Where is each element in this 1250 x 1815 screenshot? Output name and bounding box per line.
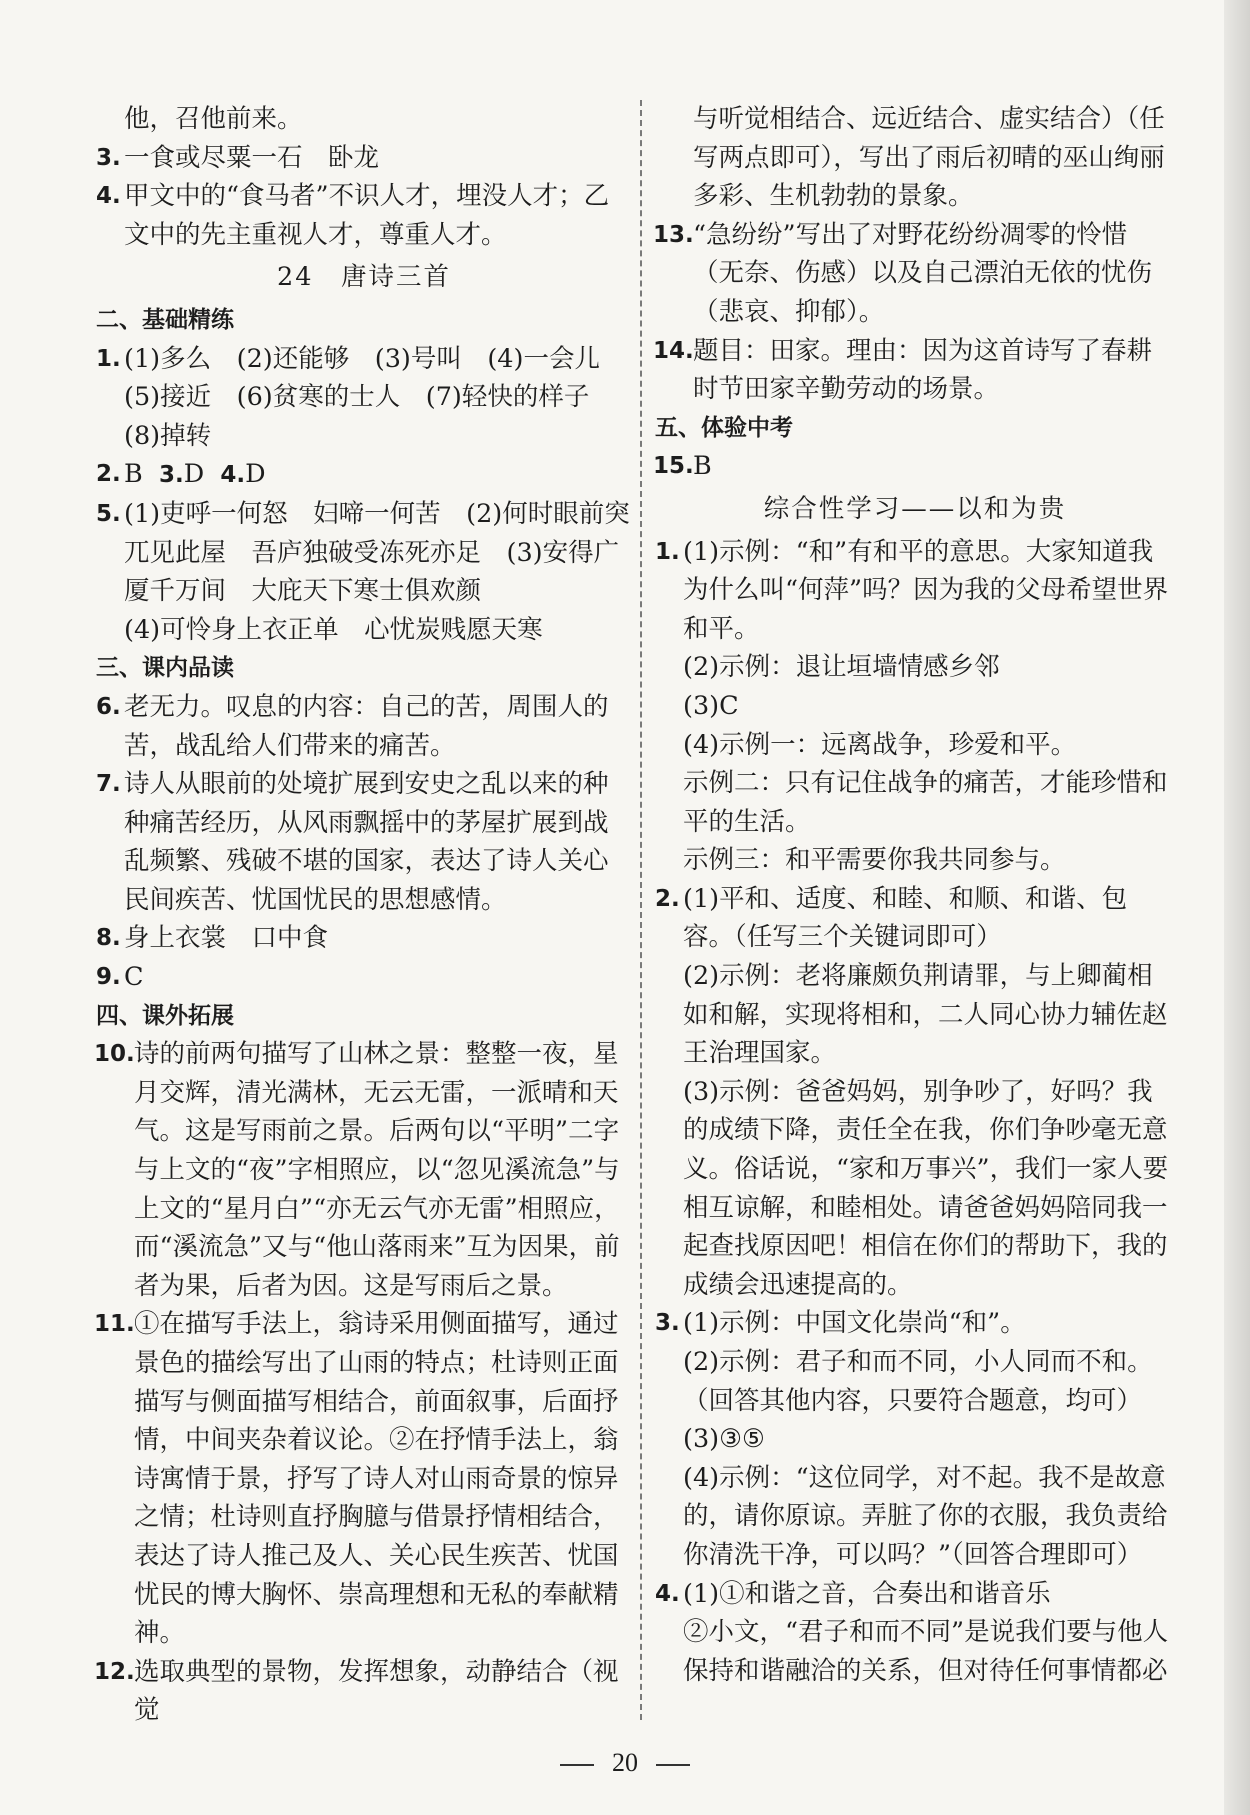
answer-item-13 [655, 216, 1175, 332]
item-number: 4. [96, 183, 121, 210]
item-text: ②小文，“君子和而不同”是说我们要与他人保持和谐融洽的关系，但对待任何事情都必 [683, 1617, 1169, 1686]
item-text: D [245, 459, 266, 490]
section-heading-exam: 五、体验中考 [655, 414, 793, 441]
item-number: 5. [96, 500, 121, 527]
item-number: 4. [220, 462, 246, 489]
answer-item-12 [96, 1653, 632, 1730]
item-text: 诗的前两句描写了山林之景：整整一夜，星月交辉，清光满林，无云无雷，一派晴和天气。这是写雨前之景。后两句以“平明”二字与上文的“夜”字相照应，以“忽见溪流急”与上文的“星月白”“亦无云气亦无雷”相照应，而“溪流急”又与“他山落雨来”互为因果，前者为果，后者为因。这是写雨后之景。 [134, 1039, 620, 1301]
item-number: 12. [94, 1658, 135, 1685]
item-line: (4)可怜身上衣正单 心忧炭贱愿天寒 [124, 614, 543, 645]
item-number: 3. [96, 144, 121, 171]
item-number: 6. [96, 693, 121, 720]
answer-item-8 [96, 919, 632, 958]
item-text: 老无力。叹息的内容：自己的苦，周围人的苦，战乱给人们带来的痛苦。 [124, 691, 609, 761]
item-text: (4)示例：“这位同学，对不起。我不是故意的，请你原谅。弄脏了你的衣服，我负责给你清洗干净，可以吗？”（回答合理即可） [683, 1462, 1168, 1570]
item-text: ①在描写手法上，翁诗采用侧面描写，通过景色的描绘写出了山雨的特点；杜诗则正面描写与侧面描写相结合，前面叙事，后面抒情，中间夹杂着议论。②在抒情手法上，翁诗寓情于景，抒写了诗人对山雨奇景的惊异之情；杜诗则直抒胸臆与借景抒情相结合，表达了诗人推己及人、关心民生疾苦、忧国忧民的博大胸怀、崇高理想和无私的奉献精神。 [134, 1309, 619, 1649]
page-number-dash [656, 1764, 690, 1766]
page-edge-shadow [1224, 0, 1250, 1815]
item-number: 13. [653, 221, 694, 248]
section-title: 综合性学习——以和为贵 [763, 493, 1067, 524]
item-text: 示例三：和平需要你我共同参与。 [683, 845, 1066, 876]
item-number: 2. [96, 461, 121, 488]
item-number: 8. [96, 925, 121, 952]
item-text: B [693, 451, 712, 482]
item-number: 15. [653, 453, 694, 480]
section-heading-basic: 二、基础精练 [96, 306, 234, 333]
item-text: (1)示例：中国文化崇尚“和”。 [683, 1308, 1026, 1339]
item-number: 14. [653, 337, 694, 364]
answer-item-4 [96, 177, 632, 254]
item-text: (4)示例一：远离战争，珍爱和平。 [683, 729, 1077, 760]
comprehensive-item-1 [655, 533, 1175, 880]
page-number [0, 1748, 1250, 1778]
page-number-text: 20 [612, 1748, 638, 1777]
item-text: (1)平和、适度、和睦、和顺、和谐、包容。（任写三个关键词即可） [683, 883, 1128, 953]
item-text: 一食或尽粟一石 卧龙 [124, 142, 380, 173]
item-text: 身上衣裳 口中食 [124, 923, 329, 954]
answer-item-10 [96, 1035, 632, 1305]
right-column [655, 100, 1175, 1690]
item-text: 选取典型的景物，发挥想象，动静结合（视觉 [134, 1656, 619, 1726]
item-text: 示例二：只有记住战争的痛苦，才能珍惜和平的生活。 [683, 768, 1168, 837]
column-divider [640, 100, 642, 1720]
item-text: (1)吏呼一何怒 妇啼一何苦 (2)何时眼前突兀见此屋 吾庐独破受冻死亦足 (3)安得广厦千万间 大庇天下寒士俱欢颜 [124, 498, 630, 607]
item-line: (1)多么 (2)还能够 (3)号叫 (4)一会儿 [124, 343, 600, 374]
item-text: 题目：田家。理由：因为这首诗写了春耕时节田家辛勤劳动的场景。 [693, 335, 1153, 405]
page-number-dash [560, 1764, 594, 1766]
item-text: (1)①和谐之音，合奏出和谐音乐 [683, 1578, 1051, 1609]
item-number: 1. [96, 345, 121, 372]
item-number: 1. [655, 538, 680, 565]
item-number: 2. [655, 885, 680, 912]
answer-item-14 [655, 332, 1175, 409]
item-number: 3. [655, 1310, 680, 1337]
item-number: 9. [96, 964, 121, 991]
answer-item-1 [96, 340, 632, 456]
item-text: (3)③⑤ [683, 1424, 765, 1455]
answer-item-11 [96, 1305, 632, 1652]
answer-item-15 [655, 447, 1175, 486]
answer-item-6 [96, 688, 632, 765]
item-text: D [183, 459, 205, 490]
answer-continuation: 与听觉相结合、远近结合、虚实结合）（任写两点即可），写出了雨后初晴的巫山绚丽多彩、生机勃勃的景象。 [693, 104, 1165, 212]
answer-item-7 [96, 765, 632, 919]
item-number: 4. [655, 1580, 680, 1607]
item-text: (3)示例：爸爸妈妈，别争吵了，好吗？我的成绩下降，责任全在我，你们争吵毫无意义。俗话说，“家和万事兴”，我们一家人要相互谅解，和睦相处。请爸爸妈妈陪同我一起查找原因吧！相信在你们的帮助下，我的成绩会迅速提高的。 [683, 1076, 1169, 1300]
answer-item-5 [96, 495, 632, 649]
item-text: (2)示例：老将廉颇负荆请罪，与上卿蔺相如和解，实现将相和，二人同心协力辅佐赵王治理国家。 [683, 961, 1168, 1069]
section-heading-reading: 三、课内品读 [96, 655, 234, 682]
item-number: 10. [94, 1041, 135, 1068]
item-text: B [124, 459, 143, 490]
item-text: 甲文中的“食马者”不识人才，埋没人才；乙文中的先主重视人才，尊重人才。 [124, 181, 610, 250]
answer-items-2-4 [96, 455, 632, 495]
item-line: (5)接近 (6)贫寒的士人 (7)轻快的样子 [124, 382, 590, 413]
lesson-title: 24 唐诗三首 [277, 262, 451, 293]
item-line: (8)掉转 [124, 420, 212, 451]
item-number: 11. [94, 1311, 135, 1338]
answer-item-3 [96, 139, 632, 178]
item-text: (1)示例：“和”有和平的意思。大家知道我为什么叫“何萍”吗？因为我的父母希望世界和平。 [683, 536, 1169, 644]
item-text: (2)示例：退让垣墙情感乡邻 [683, 652, 1000, 683]
item-text: (3)C [683, 690, 739, 721]
section-heading-extension: 四、课外拓展 [96, 1002, 234, 1029]
item-number: 7. [96, 771, 121, 798]
answer-continuation: 他，召他前来。 [124, 104, 303, 134]
item-text: 诗人从眼前的处境扩展到安史之乱以来的种种痛苦经历，从风雨飘摇中的茅屋扩展到战乱频繁、残破不堪的国家，表达了诗人关心民间疾苦、忧国忧民的思想感情。 [124, 769, 609, 915]
item-text: “急纷纷”写出了对野花纷纷凋零的怜惜（无奈、伤感）以及自己漂泊无依的忧伤（悲哀、抑郁）。 [693, 219, 1153, 327]
comprehensive-item-4 [655, 1575, 1175, 1691]
item-text: (2)示例：君子和而不同，小人同而不和。（回答其他内容，只要符合题意，均可） [683, 1347, 1153, 1416]
comprehensive-item-3 [655, 1304, 1175, 1574]
item-number: 3. [158, 462, 184, 489]
left-column [96, 100, 632, 1730]
item-text: C [124, 962, 144, 993]
comprehensive-item-2 [655, 880, 1175, 1305]
answer-item-9 [96, 958, 632, 997]
